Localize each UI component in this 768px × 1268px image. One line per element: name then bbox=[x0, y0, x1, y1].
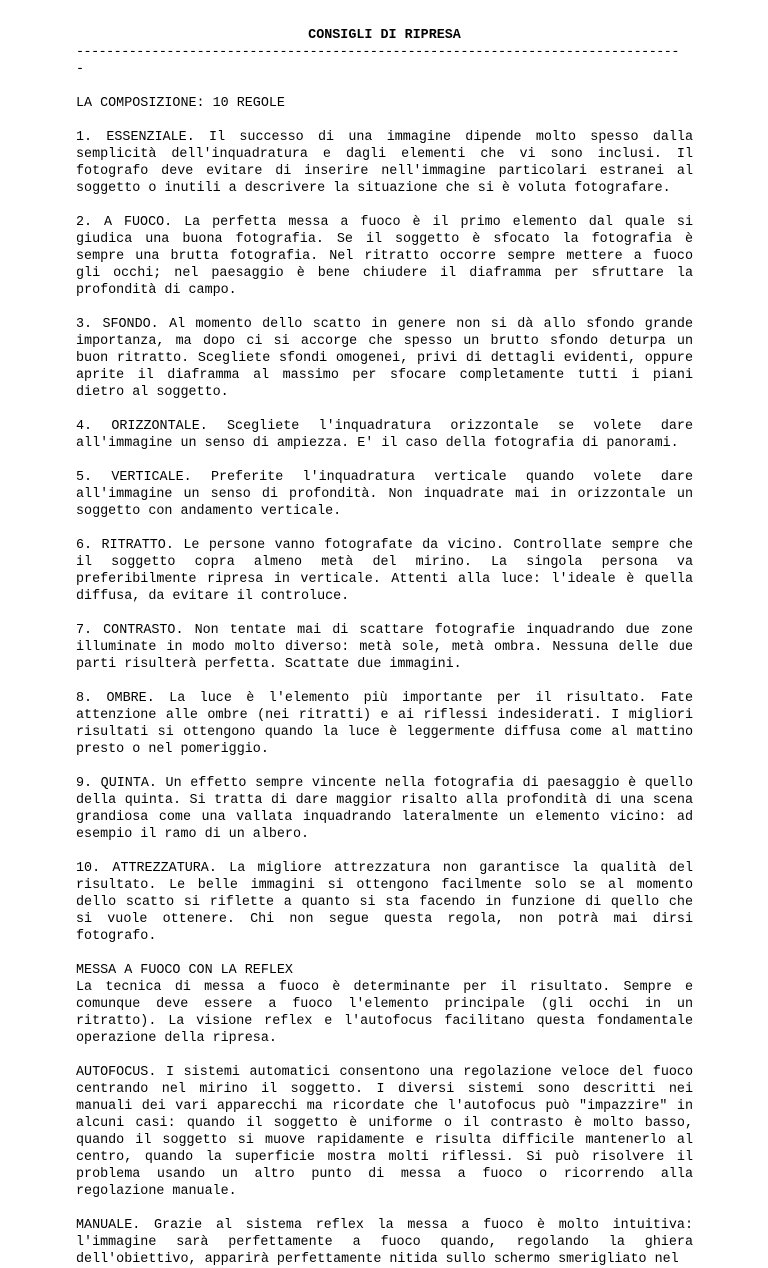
rule-paragraph-1: 1. ESSENZIALE. Il successo di una immagine dipende molto spesso dalla semplicità dell'inquadratura e dagli elementi che vi sono inclusi. Il fotografo deve evitare di inserire nell'immagine particolari estranei al soggetto o inutili a descrivere la situazione che si è voluta fotografare. bbox=[76, 130, 693, 196]
rule-paragraph-9: 9. QUINTA. Un effetto sempre vincente nella fotografia di paesaggio è quello della quinta. Si tratta di dare maggior risalto alla profondità di una scena grandiosa come una vallata inquadrando lateralmente un elemento vicino: ad esempio il ramo di un albero. bbox=[76, 776, 693, 842]
rule-paragraph-8: 8. OMBRE. La luce è l'elemento più importante per il risultato. Fate attenzione alle ombre (nei ritratti) e ai riflessi indesiderati. I migliori risultati si ottengono quando la luce è leggermente diffusa come al mattino presto o nel pomeriggio. bbox=[76, 691, 693, 757]
focus-section-heading: MESSA A FUOCO CON LA REFLEX bbox=[76, 963, 293, 978]
document-title: CONSIGLI DI RIPRESA bbox=[308, 28, 461, 43]
separator-rule-tail: - bbox=[76, 62, 85, 77]
rule-paragraph-5: 5. VERTICALE. Preferite l'inquadratura verticale quando volete dare all'immagine un senso di profondità. Non inquadrate mai in orizzontale un soggetto con andamento verticale. bbox=[76, 470, 693, 519]
section-heading: LA COMPOSIZIONE: 10 REGOLE bbox=[76, 96, 285, 111]
separator-rule: -------------------------------------------------------------------------------- bbox=[76, 45, 679, 60]
focus-intro-paragraph: La tecnica di messa a fuoco è determinante per il risultato. Sempre e comunque deve essere a fuoco l'elemento principale (gli occhi in un ritratto). La visione reflex e l'autofocus facilitano questa fondamentale operazione della ripresa. bbox=[76, 980, 693, 1046]
rule-paragraph-2: 2. A FUOCO. La perfetta messa a fuoco è il primo elemento dal quale si giudica una buona fotografia. Se il soggetto è sfocato la fotografia è sempre una brutta fotografia. Nel ritratto occorre sempre mettere a fuoco gli occhi; nel paesaggio è bene chiudere il diaframma per sfruttare la profondità di campo. bbox=[76, 215, 693, 298]
rule-paragraph-3: 3. SFONDO. Al momento dello scatto in genere non si dà allo sfondo grande importanza, ma dopo ci si accorge che spesso un brutto sfondo deturpa un buon ritratto. Scegliete sfondi omogenei, privi di dettagli evidenti, oppure aprite il diaframma al massimo per sfocare completamente tutti i piani dietro al soggetto. bbox=[76, 317, 693, 400]
document-page bbox=[76, 27, 693, 1268]
rule-paragraph-4: 4. ORIZZONTALE. Scegliete l'inquadratura orizzontale se volete dare all'immagine un senso di ampiezza. E' il caso della fotografia di panorami. bbox=[76, 419, 693, 451]
rule-paragraph-7: 7. CONTRASTO. Non tentate mai di scattare fotografie inquadrando due zone illuminate in modo molto diverso: metà sole, metà ombra. Nessuna delle due parti risulterà perfetta. Scattate due immagini. bbox=[76, 623, 693, 672]
rule-paragraph-6: 6. RITRATTO. Le persone vanno fotografate da vicino. Controllate sempre che il soggetto copra almeno metà del mirino. La singola persona va preferibilmente ripresa in verticale. Attenti alla luce: l'ideale è quella diffusa, da evitare il controluce. bbox=[76, 538, 693, 604]
autofocus-paragraph: AUTOFOCUS. I sistemi automatici consentono una regolazione veloce del fuoco centrando nel mirino il soggetto. I diversi sistemi sono descritti nei manuali dei vari apparecchi ma ricordate che l'autofocus può "impazzire" in alcuni casi: quando il soggetto è uniforme o il contrasto è molto basso, quando il soggetto si muove rapidamente e risulta difficile mantenerlo al centro, quando la superficie mostra molti riflessi. Si può risolvere il problema usando un altro punto di messa a fuoco o ricorrendo alla regolazione manuale. bbox=[76, 1065, 693, 1199]
manual-focus-paragraph: MANUALE. Grazie al sistema reflex la messa a fuoco è molto intuitiva: l'immagine sarà perfettamente a fuoco quando, regolando la ghiera dell'obiettivo, apparirà perfettamente nitida sullo schermo smerigliato nel bbox=[76, 1218, 693, 1267]
rule-paragraph-10: 10. ATTREZZATURA. La migliore attrezzatura non garantisce la qualità del risultato. Le belle immagini si ottengono facilmente solo se al momento dello scatto si riflette a quanto si sta facendo in funzione di quello che si vuole ottenere. Chi non segue questa regola, non potrà mai dirsi fotografo. bbox=[76, 861, 693, 944]
